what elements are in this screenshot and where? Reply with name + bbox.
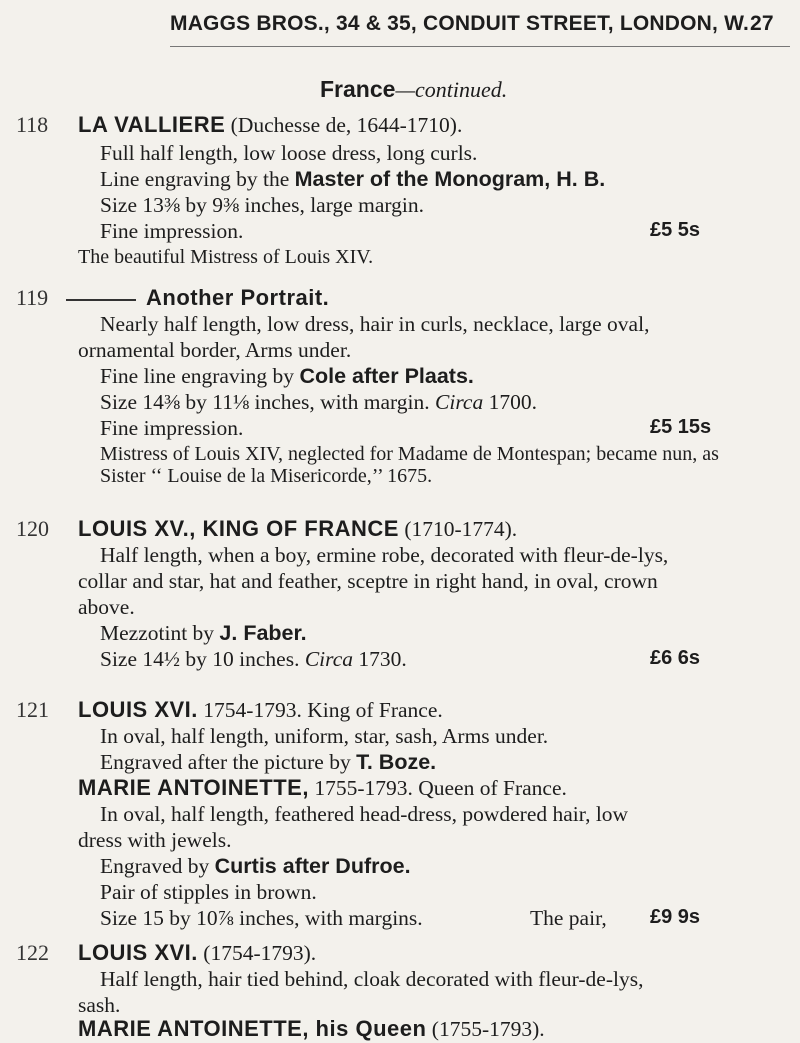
sitter-dates: (1710-1774).	[398, 517, 518, 541]
description-line: Nearly half length, low dress, hair in curls, necklace, large oval,	[100, 312, 650, 336]
description-line: In oval, half length, uniform, star, sash, Arms under.	[100, 724, 549, 748]
engraving-text: Line engraving by the	[100, 167, 295, 191]
note-line: Mistress of Louis XIV, neglected for Madame de Montespan; became nun, as	[100, 443, 719, 465]
description-line: Full half length, low loose dress, long curls.	[100, 141, 478, 165]
engraver-name: Curtis after Dufroe.	[214, 854, 411, 878]
engraver-name: J. Faber.	[219, 621, 307, 645]
size-line: Size 15 by 10⅞ inches, with margins.	[100, 906, 423, 930]
engraving-line	[100, 620, 307, 646]
sitter-name: LA VALLIERE	[78, 112, 226, 137]
impression-line: Fine impression.	[100, 219, 244, 243]
description-line: above.	[78, 595, 135, 619]
entry-heading	[78, 112, 462, 138]
companion-dates: 1755-1793. Queen of France.	[308, 776, 567, 800]
lot-number: 122	[16, 940, 49, 965]
size-line	[100, 646, 407, 672]
header-rule	[170, 46, 790, 47]
lot-number: 118	[16, 112, 49, 137]
sitter-name: LOUIS XVI.	[78, 697, 198, 722]
page-number: 27	[750, 12, 774, 35]
sitter-dates: (1754-1793).	[197, 941, 317, 965]
description-line: In oval, half length, feathered head-dress, powdered hair, low	[100, 802, 629, 826]
entry-heading	[66, 285, 329, 311]
publisher-line: MAGGS BROS., 34 & 35, CONDUIT STREET, LONDON, W.	[170, 12, 749, 35]
sitter-name: LOUIS XVI.	[78, 940, 198, 965]
size-line: Size 13⅜ by 9⅜ inches, large margin.	[100, 193, 425, 217]
pair-label: The pair,	[530, 906, 607, 930]
lot-number: 119	[16, 285, 49, 310]
note-line: The beautiful Mistress of Louis XIV.	[78, 246, 374, 268]
sitter-dates: (Duchesse de, 1644-1710).	[225, 113, 463, 137]
price: £5 5s	[650, 219, 701, 241]
engraver-name: Cole after Plaats.	[299, 364, 474, 388]
companion-name: MARIE ANTOINETTE, his Queen	[78, 1016, 427, 1041]
section-continued: —continued.	[395, 77, 508, 102]
section-title	[320, 76, 507, 103]
sitter-name: Another Portrait.	[146, 285, 330, 310]
size-line	[100, 389, 537, 415]
engraving-text: Engraved by	[100, 854, 215, 878]
engraving-line	[100, 853, 411, 879]
circa-label: Circa	[435, 390, 484, 414]
section-name: France	[320, 76, 396, 102]
engraver-name: Master of the Monogram, H. B.	[294, 167, 606, 191]
lot-number: 121	[16, 697, 49, 722]
description-line: dress with jewels.	[78, 828, 232, 852]
companion-dates: (1755-1793).	[426, 1017, 545, 1041]
ditto-dash	[66, 299, 136, 301]
year-text: 1700.	[483, 390, 537, 414]
entry-heading	[78, 516, 517, 542]
sitter-dates: 1754-1793. King of France.	[197, 698, 443, 722]
price: £9 9s	[650, 906, 701, 928]
description-line: ornamental border, Arms under.	[78, 338, 352, 362]
year-text: 1730.	[353, 647, 407, 671]
description-line: Half length, when a boy, ermine robe, decorated with fleur-de-lys,	[100, 543, 669, 567]
sitter-name: LOUIS XV., KING OF FRANCE	[78, 516, 399, 541]
description-line: collar and star, hat and feather, sceptre in right hand, in oval, crown	[78, 569, 658, 593]
companion-heading	[78, 775, 567, 801]
entry-heading	[78, 697, 443, 723]
size-text: Size 14½ by 10 inches.	[100, 647, 305, 671]
painter-name: T. Boze.	[356, 750, 437, 774]
description-line: sash.	[78, 993, 121, 1017]
page-header	[170, 12, 790, 36]
engraving-line	[100, 166, 605, 192]
engraving-text: Mezzotint by	[100, 621, 220, 645]
companion-heading	[78, 1016, 545, 1042]
entry-heading	[78, 940, 316, 966]
engraving-line	[100, 749, 436, 775]
price: £5 15s	[650, 416, 712, 438]
technique-line: Pair of stipples in brown.	[100, 880, 317, 904]
note-line: Sister ‘‘ Louise de la Misericorde,’’ 1675.	[100, 465, 433, 487]
engraving-text: Fine line engraving by	[100, 364, 300, 388]
engraving-line	[100, 363, 474, 389]
impression-line: Fine impression.	[100, 416, 244, 440]
price: £6 6s	[650, 647, 701, 669]
description-line: Half length, hair tied behind, cloak decorated with fleur-de-lys,	[100, 967, 644, 991]
engraving-text: Engraved after the picture by	[100, 750, 357, 774]
circa-label: Circa	[304, 647, 354, 671]
size-text: Size 14⅜ by 11⅛ inches, with margin.	[100, 390, 436, 414]
companion-name: MARIE ANTOINETTE,	[78, 775, 309, 800]
lot-number: 120	[16, 516, 49, 541]
